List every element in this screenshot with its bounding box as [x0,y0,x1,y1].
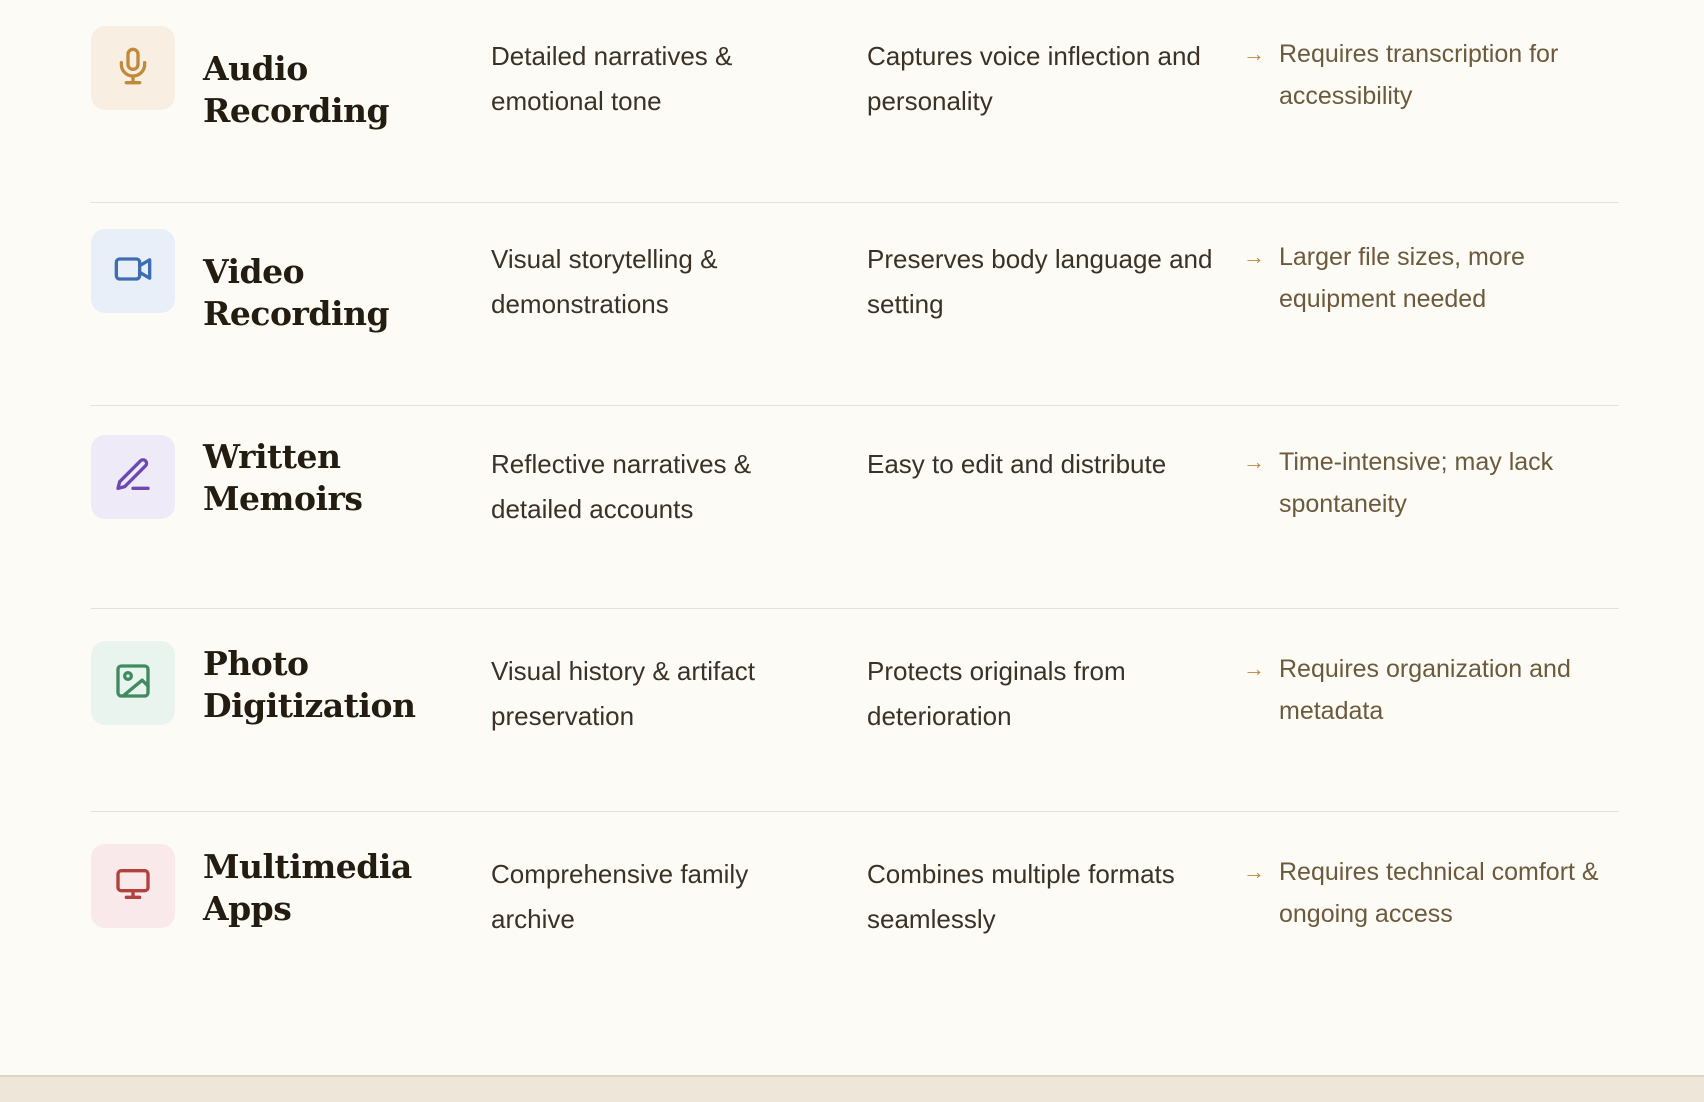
method-best-for: Visual history & artifact preservation [491,656,755,731]
method-advantage: Combines multiple formats seamlessly [867,859,1175,934]
pencil-icon [113,455,153,500]
image-icon-box [91,641,175,725]
video-camera-icon [113,249,153,294]
method-consideration-text: Time-intensive; may lack spontaneity [1279,448,1554,518]
method-best-for: Visual storytelling & demonstrations [491,244,718,319]
arrow-right-icon: → [1243,41,1265,66]
method-advantage: Easy to edit and distribute [867,449,1167,479]
method-title: Multimedia Apps [203,847,412,928]
arrow-right-icon: → [1243,859,1265,884]
method-best-for: Detailed narratives & emotional tone [491,41,733,116]
method-consideration-text: Requires transcription for accessibility [1279,40,1559,110]
method-consideration [1243,236,1619,320]
arrow-right-icon: → [1243,244,1265,269]
microphone-icon-box [91,26,175,110]
method-title: Audio Recording [203,49,390,130]
method-row-video [91,203,1619,406]
method-row-audio [91,0,1619,203]
image-icon [113,661,153,706]
method-consideration-text: Requires organization and metadata [1279,655,1571,725]
method-consideration [1243,33,1619,117]
method-row-photo [91,609,1619,812]
method-consideration [1243,851,1619,935]
method-consideration [1243,441,1619,525]
arrow-right-icon: → [1243,449,1265,474]
method-best-for: Reflective narratives & detailed accounts [491,449,752,524]
method-advantage: Preserves body language and setting [867,244,1213,319]
method-consideration-text: Larger file sizes, more equipment needed [1279,243,1525,313]
video-camera-icon-box [91,229,175,313]
method-advantage: Captures voice inflection and personality [867,41,1201,116]
method-row-written [91,406,1619,609]
method-consideration-text: Requires technical comfort & ongoing access [1279,858,1599,928]
method-title: Photo Digitization [203,644,416,725]
method-title: Written Memoirs [203,437,363,518]
microphone-icon [113,46,153,91]
pencil-icon-box [91,435,175,519]
method-row-multimedia [91,812,1619,1015]
monitor-icon [113,864,153,909]
method-best-for: Comprehensive family archive [491,859,749,934]
method-title: Video Recording [203,252,390,333]
footer-band [0,1075,1704,1102]
method-advantage: Protects originals from deterioration [867,656,1126,731]
recording-methods-list [91,0,1619,1015]
monitor-icon-box [91,844,175,928]
method-consideration [1243,648,1619,732]
arrow-right-icon: → [1243,656,1265,681]
